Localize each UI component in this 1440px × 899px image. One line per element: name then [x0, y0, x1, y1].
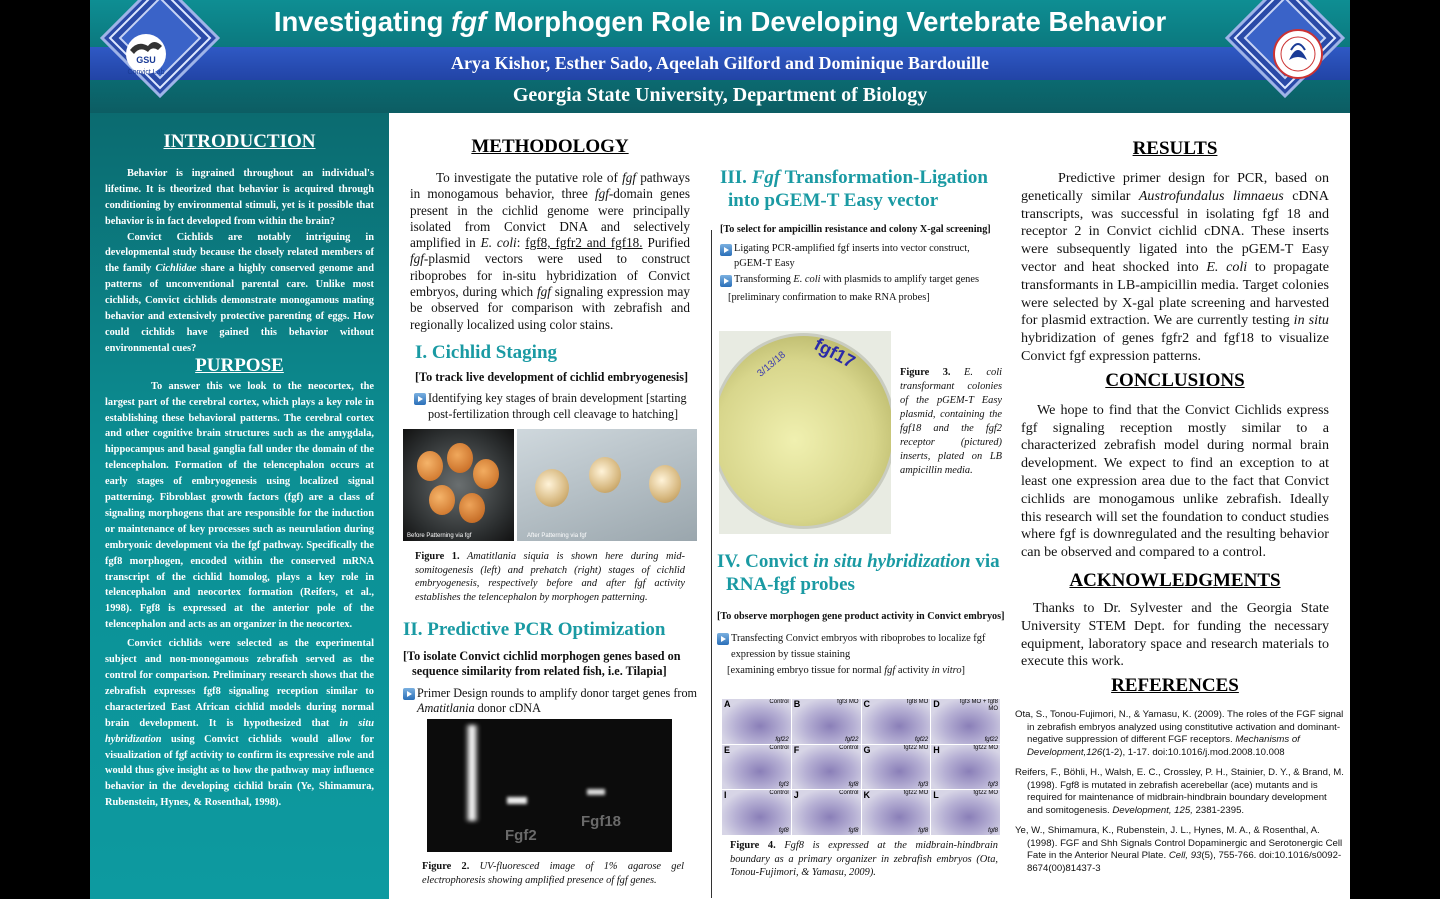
figure-4-panel — [862, 699, 931, 744]
department: Georgia State University, Department of Biology — [512, 84, 928, 106]
section-4-objective: [To observe morphogen gene product activity in Convict embryos] — [717, 611, 1005, 622]
panel-letter: A — [724, 699, 731, 709]
figure-1-left-label: Before Patterning via fgf — [407, 533, 472, 539]
panel-probe-label: fgf3 — [987, 782, 998, 789]
section-1-bullet: Identifying key stages of brain development [starting post-fertilization through cell cleavage to hatching] — [414, 391, 690, 422]
panel-letter: J — [793, 790, 799, 801]
conclusions-paragraph: We hope to find that the Convict Cichlids express fgf signaling reception mostly similar to a characterized zebrafish model during normal brain development. We expect to find an exception to at least one expression area due to the fact that Convict cichlids are monogamous unlike zebrafish. Ideally this research will set the foundation to conduct studies where fgf is downregulated and the resulting behavior can be observed and compared to a control. — [1021, 401, 1329, 561]
section-1-objective: [To track live development of cichlid embryogenesis] — [415, 369, 689, 384]
acknowledgments-paragraph: Thanks to Dr. Sylvester and the Georgia State University STEM Dept. for funding the necessary equipment, laboratory space and research materials to execute this work. — [1021, 599, 1329, 670]
figure-1-right-label: After Patterning via fgf — [527, 533, 587, 539]
figure-4-caption: Figure 4. Fgf8 is expressed at the midbrain-hindbrain boundary as a primary organizer in zebrafish embryos (Ota, Tonou-Fujimori, & Yamasu, 2009). — [730, 840, 998, 879]
figure-3-caption: Figure 3. E. coli transformant colonies of the pGEM-T Easy plasmid, containing the fgf18 and the fgf2 receptor (pictured) inserts, plated on LB ampicillin media. — [900, 367, 1002, 476]
section-3-bullet-1: Ligating PCR-amplified fgf inserts into vector construct, pGEM-T Easy — [720, 242, 1002, 271]
references-heading: REFERENCES — [1111, 675, 1239, 697]
panel-probe-label: fgf22 — [775, 736, 789, 743]
gsu-seal-logo — [1215, 0, 1350, 113]
plate-label-gene: fgf17 — [811, 334, 859, 372]
figure-4-panel — [792, 790, 861, 835]
figure-4-panel — [931, 699, 1000, 744]
panel-letter: K — [863, 790, 870, 801]
poster-header — [90, 0, 1350, 113]
reference-item: Ye, W., Shimamura, K., Rubenstein, J. L., Hynes, M. A., & Rosenthal, A. (1998). FGF and Shh Signals Control Dopaminergic and Serotonergic Cell Fate in the Anterior Neural Plate. Cell, 93(5), 755-766. doi:10.1016/s0092-8674(00)81437-3 — [1015, 825, 1343, 874]
panel-condition-label: Control — [839, 790, 859, 797]
gel-label-fgf18: Fgf18 — [581, 813, 622, 830]
poster-title: Investigating fgf Morphogen Role in Developing Vertebrate Behavior — [273, 6, 1167, 37]
panel-probe-label: fgf22 — [914, 736, 929, 743]
section-3-bullet-2: Transforming E. coli with plasmids to amplify target genes — [720, 273, 1002, 288]
results-heading: RESULTS — [1132, 138, 1218, 159]
section-4-bullet: Transfecting Convict embryos with riboprobes to localize fgf expression by tissue staining — [717, 631, 1007, 663]
panel-probe-label: fgf8 — [987, 827, 998, 834]
svg-text:GSU: GSU — [136, 55, 156, 65]
panel-probe-label: fgf3 — [918, 782, 929, 789]
panel-letter: F — [793, 744, 800, 755]
purpose-heading: PURPOSE — [195, 354, 284, 376]
section-4 — [717, 550, 1007, 676]
figure-4-panel — [792, 745, 861, 790]
bullet-icon — [414, 393, 426, 405]
panel-letter: H — [933, 744, 940, 755]
panel-condition-label: fgf3 MO + fgf8 MO — [959, 699, 998, 712]
poster — [90, 0, 1350, 899]
figure-4-panel — [722, 745, 791, 790]
conclusions-heading: CONCLUSIONS — [1105, 369, 1245, 391]
bullet-icon — [720, 275, 732, 287]
panel-condition-label: Control — [769, 744, 789, 751]
panel-probe-label: fgf22 — [845, 736, 859, 743]
figure-4-panel — [722, 790, 791, 835]
panel-condition-label: fgf22 MO — [973, 790, 998, 797]
section-2-heading: II. Predictive PCR Optimization — [403, 619, 666, 640]
svg-text:Convict Lab: Convict Lab — [127, 69, 165, 76]
section-4-heading: IV. Convict in situ hybridization via RNA-fgf probes — [717, 551, 1000, 595]
panel-condition-label: Control — [769, 699, 789, 705]
figure-4-panel — [862, 745, 931, 790]
column-divider — [711, 230, 712, 898]
author-list: Arya Kishor, Esther Sado, Aqeelah Gilford and Dominique Bardouille — [450, 53, 990, 73]
panel-letter: B — [793, 699, 801, 709]
figure-2-gel-image — [427, 719, 672, 852]
section-3-objective: [To select for ampicillin resistance and colony X-gal screening] — [720, 224, 991, 235]
methodology-column — [410, 136, 690, 423]
figure-1-right-image — [517, 429, 697, 541]
section-1-heading: I. Cichlid Staging — [415, 341, 558, 363]
panel-probe-label: fgf22 — [984, 736, 998, 743]
bullet-icon — [403, 688, 415, 700]
panel-letter: I — [724, 790, 727, 801]
introduction-paragraph-2: Convict Cichlids are notably intriguing in developmental study because the closely related members of the family Cichlidae share a highly conserved genome and patterns of unconventional parental care. Unlike most cichlids, Convict cichlids demonstrate monogamous mating behavior and extensively protective parenting of eggs. How could cichlids have gained this behavior without environmental cues? — [105, 231, 374, 354]
figure-3-petri-image — [719, 331, 891, 534]
purpose-paragraph-1: To answer this we look to the neocortex, the largest part of the cerebral cortex, which plays a key role in establishing these behavioral patterns. The cerebral cortex and other cognitive brain structures such as the amygdala, hippocampus and basal ganglia fall under the domain of the telencephalon. Formation of the telencephalon occurs at early stages of embryogenesis using localized signal patterning. Fibroblast growth factors (fgf) are a class of signaling morphogens that are responsible for the induction or maintenance of key processes such as neurulation during embryonic development via the fgf pathway. Specifically the fgf8 morphogen, encoded within the conserved mRNA transcript of the cichlid homolog, plays a key role in telencephalon and neocortex formation (Reifers, et al., 1998). Fgf8 is expressed at the anterior pole of the telencephalon and acts as an organizer in the neocortex. — [105, 380, 374, 631]
gsu-convict-lab-logo — [90, 0, 230, 113]
reference-item: Reifers, F., Böhli, H., Walsh, E. C., Crossley, P. H., Stainier, D. Y., & Brand, M. (1998). Fgf8 is mutated in zebrafish acerebellar (ace) mutants and is required for maintenance of midbrain-hindbrain boundary development and somitogenesis. Development, 125, 2381-2395. — [1015, 767, 1344, 816]
figure-2-caption: Figure 2. UV-fluoresced image of 1% agarose gel electrophoresis showing amplified presence of fgf genes. — [422, 861, 684, 886]
introduction-heading: INTRODUCTION — [163, 131, 316, 152]
acknowledgments-heading: ACKNOWLEDGMENTS — [1069, 569, 1281, 591]
panel-condition-label: fgf22 MO — [903, 790, 929, 797]
section-2-bullet: Primer Design rounds to amplify donor target genes from Amatitlania donor cDNA — [403, 686, 698, 717]
gel-label-fgf2: Fgf2 — [505, 827, 537, 844]
panel-condition-label: fgf22 MO — [973, 744, 998, 751]
panel-condition-label: Control — [769, 790, 789, 797]
section-2 — [403, 618, 698, 717]
panel-condition-label: Control — [839, 744, 859, 751]
panel-condition-label: fgf3 MO — [837, 699, 859, 705]
references-list — [1015, 709, 1345, 875]
results-paragraph: Predictive primer design for PCR, based on genetically similar Austrofundalus limnaeus cDNA transcripts, was successful in isolating fgf 18 and receptor 2 in Convict cichlid cDNA. These inserts were subsequently ligated into the pGEM-T Easy vector and heat shocked into E. coli to propagate transformants in LB-ampicillin media. Target colonies were selected by X-gal plate screening and harvested for plasmid extraction. We are currently testing in situ hybridization of genes fgfr2 and fgf18 to visualize Convict fgf expression patterns. — [1021, 170, 1330, 364]
panel-condition-label: fgf8 MO — [906, 699, 929, 705]
panel-letter: C — [863, 699, 870, 709]
bullet-icon — [717, 633, 729, 645]
section-4-note: [examining embryo tissue for normal fgf activity in vitro] — [727, 664, 965, 676]
panel-condition-label: fgf22 MO — [903, 744, 929, 751]
panel-letter: D — [933, 699, 940, 709]
figure-4-panel — [931, 745, 1000, 790]
figure-4-image-grid — [722, 699, 1001, 836]
figure-4-panel — [931, 790, 1000, 835]
bullet-icon — [720, 244, 732, 256]
section-3 — [720, 166, 1002, 303]
introduction-paragraph-1: Behavior is ingrained throughout an individual's lifetime. It is theorized that behavior is acquired through conditioning by environmental stimuli, yet is it possible that behavior is in fact developed from within the brain? — [105, 167, 374, 227]
panel-probe-label: fgf8 — [848, 782, 859, 789]
plate-label-date: 3/13/18 — [755, 349, 789, 380]
figure-4-panel — [862, 790, 931, 835]
reference-item: Ota, S., Tonou-Fujimori, N., & Yamasu, K. (2009). The roles of the FGF signal in zebrafish embryos analyzed using constitutive activation and dominant-negative suppression of different FGF receptors. Mechanisms of Development,126(1-2), 1-17. doi:10.1016/j.mod.2008.10.008 — [1015, 709, 1344, 758]
figure-1-left-image — [403, 429, 514, 541]
panel-letter: E — [724, 744, 731, 755]
section-2-objective: [To isolate Convict cichlid morphogen genes based on sequence similarity from related fish, i.e. Tilapia] — [403, 649, 681, 679]
methodology-intro: To investigate the putative role of fgf pathways in monogamous behavior, three fgf-domain genes present in the cichlid genome were principally isolated from Convict DNA and selectively amplified in E. coli: fgf8, fgfr2 and fgf18. Purified fgf-plasmid vectors were used to construct riboprobes for in-situ hybridization of Convict embryos, during which fgf signaling expression may be observed for comparison with zebrafish and regionally localized using color stains. — [410, 170, 690, 332]
panel-probe-label: fgf8 — [918, 827, 929, 834]
panel-letter: L — [933, 790, 939, 801]
figure-4-panel — [722, 699, 791, 744]
section-3-heading: III. Fgf Transformation-Ligation into pGEM-T Easy vector — [720, 167, 988, 211]
section-3-note: [preliminary confirmation to make RNA probes] — [728, 291, 930, 303]
panel-probe-label: fgf3 — [778, 782, 789, 789]
panel-letter: G — [863, 744, 871, 755]
panel-probe-label: fgf8 — [848, 827, 859, 834]
purpose-paragraph-2: Convict cichlids were selected as the experimental subject and non-monogamous zebrafish served as the control for comparison. Preliminary research shows that the zebrafish expresses fgf8 signaling reception similar to characterized East African cichlid models during normal brain development. It is hypothesized that in situ hybridization using Convict cichlids would allow for visualization of fgf activity to confirm its expressive role and would thus give insight as to how the pathway may influence behavior in the developing cichlid brain (Ye, Shimamura, Rubenstein, Hynes, & Rosenthal, 1998). — [105, 638, 374, 809]
panel-probe-label: fgf8 — [778, 827, 789, 834]
methodology-heading: METHODOLOGY — [471, 136, 629, 157]
figure-4-panel — [792, 699, 861, 744]
introduction-purpose-column — [90, 113, 389, 899]
figure-1-caption: Figure 1. Amatitlania siquia is shown here during mid-somitogenesis (left) and prehatch (right) stages of cichlid embryogenesis, respectively before and after fgf activity establishes the telencephalon by morphogen patterning. — [415, 551, 686, 603]
results-column — [1021, 138, 1329, 697]
